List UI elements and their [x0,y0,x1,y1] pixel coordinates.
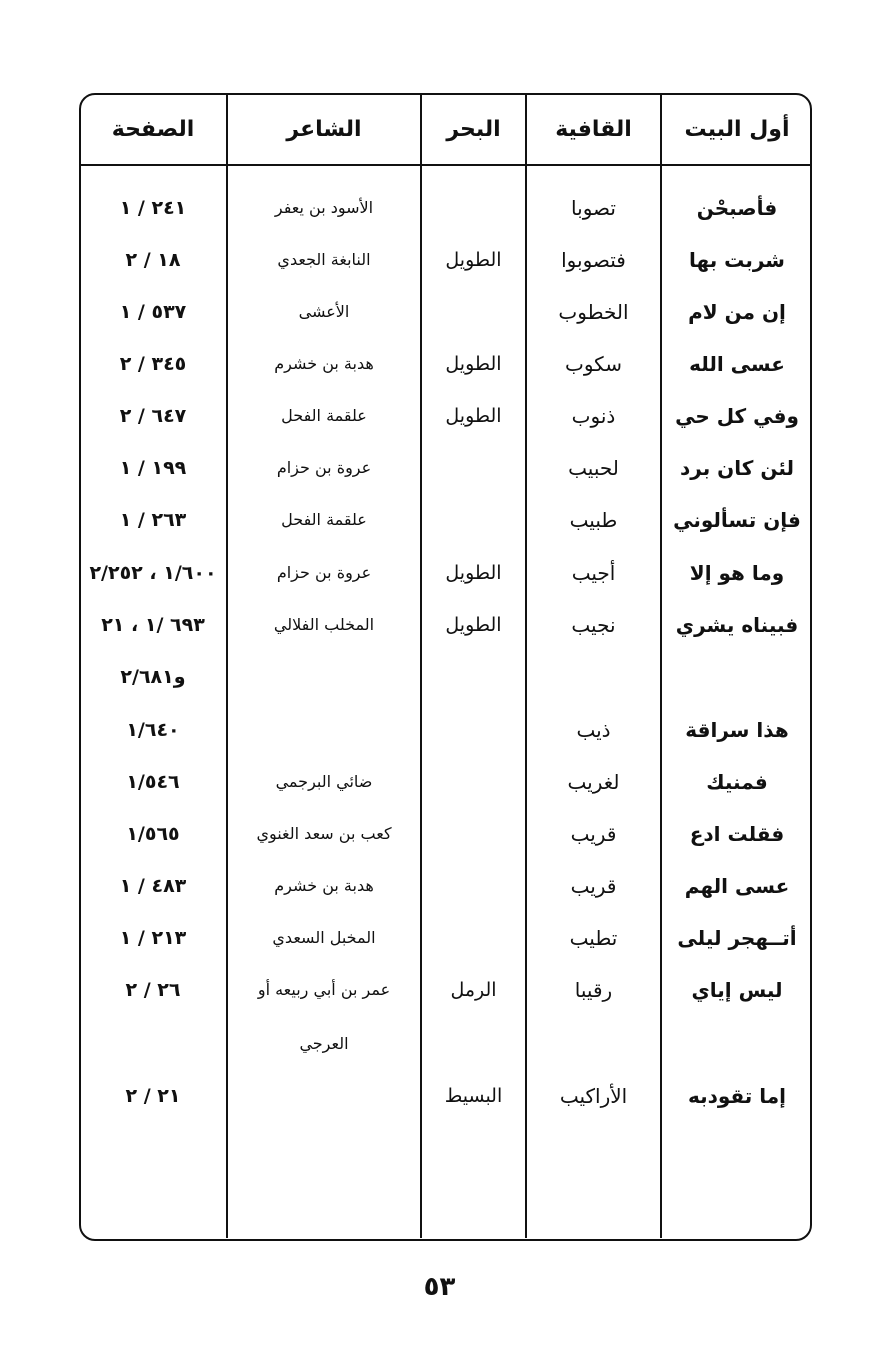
cell-rhyme: ذيب [576,718,611,742]
cell-first-verse: إن من لام [688,300,786,324]
cell-poet: علقمة الفحل [281,406,367,425]
cell-first-verse: فمنيك [706,770,768,794]
cell-page: و٢/٦٨١ [120,666,186,688]
cell-rhyme: سكوب [565,352,622,376]
header-rhyme: القافية [555,117,632,142]
cell-meter: الطويل [445,405,502,427]
cell-meter: البسيط [444,1085,503,1107]
cell-page: ٥٣٧ / ١ [119,301,187,323]
cell-first-verse: هذا سراقة [685,718,789,742]
cell-rhyme: قريب [570,822,617,846]
cell-rhyme: أجيب [571,561,616,585]
cell-rhyme: تصوبا [571,196,616,220]
cell-meter [422,765,525,799]
cell-poet [228,660,420,694]
cell-poet [228,713,420,747]
cell-first-verse: إما تقودبه [687,1084,787,1108]
cell-poet: العرجي [299,1034,349,1053]
cell-first-verse [662,1027,812,1061]
header-page: الصفحة [111,117,195,142]
cell-meter [422,295,525,329]
cell-page: ٤٨٣ / ١ [119,875,187,897]
cell-first-verse: شربت بها [689,248,785,272]
cell-poet: المخلب الفلالي [273,615,375,634]
cell-poet: الأعشى [298,302,350,321]
cell-page: ١/٥٤٦ [126,771,180,793]
page-number: ٥٣ [423,1272,456,1302]
cell-meter: الطويل [445,249,502,271]
cell-meter [422,713,525,747]
cell-poet [228,1079,420,1113]
cell-rhyme: الخطوب [558,300,629,324]
header-meter: البحر [446,117,501,142]
cell-poet: النابغة الجعدي [277,250,371,269]
cell-poet: الأسود بن يعفر [274,198,374,217]
cell-page: ٣٤٥ / ٢ [119,353,187,375]
cell-first-verse: وما هو إلا [689,561,785,585]
cell-meter: الرمل [450,979,497,1001]
cell-meter [422,817,525,851]
cell-first-verse: وفي كل حي [675,404,799,428]
cell-page: ١/٦٤٠ [126,719,180,741]
cell-page: ٢٤١ / ١ [119,197,187,219]
cell-rhyme: ذنوب [571,404,616,428]
header-poet: الشاعر [286,117,362,142]
cell-first-verse: أتــهجر ليلى [677,926,797,950]
cell-poet: ضائي البرجمي [275,772,373,791]
cell-page: ١/٥٦٥ [126,823,180,845]
cell-meter [422,921,525,955]
cell-page [80,1027,226,1061]
cell-rhyme: فتصوبوا [561,248,626,272]
cell-page: ٢١ / ٢ [125,1085,181,1107]
cell-rhyme: طبيب [569,508,618,532]
cell-page: ١/٦٠٠ ، ٢/٢٥٢ [89,562,217,584]
cell-first-verse: فإن تسألوني [673,508,801,532]
cell-first-verse: عسى الهم [684,874,790,898]
cell-first-verse: فقلت ادع [689,822,785,846]
cell-meter: الطويل [445,353,502,375]
cell-first-verse: لئن كان برد [679,456,795,480]
cell-poet: عروة بن حزام [276,563,372,582]
cell-page: ١٨ / ٢ [125,249,181,271]
cell-meter [422,451,525,485]
cell-rhyme: نجيب [571,613,616,637]
cell-meter [422,191,525,225]
cell-first-verse: عسى الله [689,352,785,376]
cell-meter [422,1027,525,1061]
cell-rhyme [527,1027,660,1061]
cell-rhyme: تطيب [569,926,618,950]
cell-first-verse: ليس إياي [691,978,783,1002]
cell-meter: الطويل [445,614,502,636]
cell-page: ٦٩٣ /١ ، ٢١ [101,614,205,636]
cell-first-verse: فأصبحْن [696,196,778,220]
cell-page: ١٩٩ / ١ [119,457,187,479]
cell-rhyme: لغريب [567,770,620,794]
cell-meter [422,869,525,903]
cell-page: ٦٤٧ / ٢ [119,405,187,427]
cell-meter [422,503,525,537]
cell-rhyme [527,660,660,694]
cell-meter [422,660,525,694]
cell-poet: علقمة الفحل [281,510,367,529]
cell-first-verse [662,660,812,694]
cell-page: ٢٦ / ٢ [125,979,181,1001]
cell-poet: عروة بن حزام [276,458,372,477]
cell-poet: هدبة بن خشرم [274,876,374,895]
cell-rhyme: الأراكيب [559,1084,628,1108]
cell-poet: المخبل السعدي [272,928,376,947]
header-divider [79,164,812,166]
cell-rhyme: رقيبا [574,978,613,1002]
cell-first-verse: فبيناه يشري [675,613,799,637]
cell-page: ٢١٣ / ١ [119,927,187,949]
cell-rhyme: لحبيب [568,456,619,480]
cell-page: ٢٦٣ / ١ [119,509,187,531]
cell-poet: كعب بن سعد الغنوي [256,824,392,843]
cell-poet: عمر بن أبي ربيعه أو [257,980,391,999]
cell-meter: الطويل [445,562,502,584]
cell-poet: هدبة بن خشرم [274,354,374,373]
cell-rhyme: قريب [570,874,617,898]
header-first-verse: أول البيت [684,117,790,142]
